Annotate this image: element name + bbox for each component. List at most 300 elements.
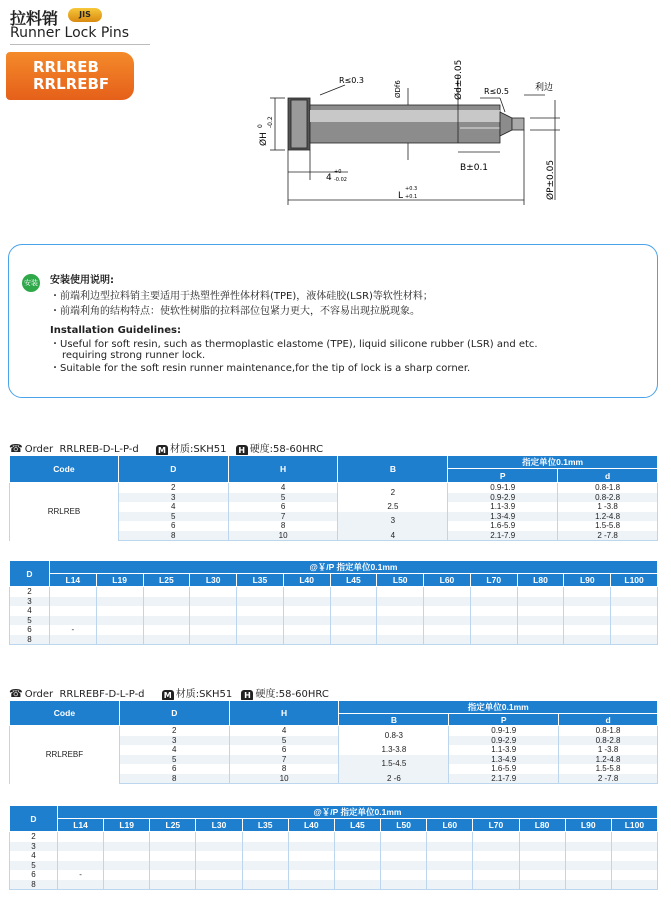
table-cell [237,587,284,597]
cell-h: 10 [229,774,339,784]
th-d-small: d [559,714,658,726]
label-p: ØP±0.05 [546,159,556,200]
table-cell [283,616,330,626]
cell-dd: 0.8-1.8 [558,483,658,493]
th-price-note: @￥/P 指定单位0.1mm [57,806,657,819]
table-cell [517,587,564,597]
order-code: RRLREBF-D-L-P-d [59,689,145,700]
cell-b: 2.5 [338,502,448,512]
order-label: Order [24,444,54,455]
th-l: L30 [196,819,242,832]
table-cell [427,880,473,890]
table-cell [427,832,473,842]
table-cell [104,880,150,890]
cell-b: 3 [338,512,448,531]
cell-d: 8 [119,774,229,784]
table-cell [96,606,143,616]
cell-d: 4 [10,851,58,861]
table-cell [334,870,380,880]
table-cell [150,842,196,852]
cell-p: 1.3-4.9 [449,755,559,765]
table-cell [104,851,150,861]
cell-d: 8 [10,635,50,645]
hardness-icon: H [241,690,253,702]
table-cell [330,606,377,616]
cell-dd: 1 -3.8 [559,745,658,755]
install-title-cn: 安装使用说明: [50,275,114,286]
table-cell [377,625,424,635]
material: 材质:SKH51 [175,689,233,700]
cell-d: 6 [10,870,58,880]
cell-dd: 0.8-2.8 [558,493,658,503]
cell-d: 5 [10,616,50,626]
label-r05: R≤0.5 [484,87,509,96]
table-cell [96,635,143,645]
th-d: D [119,701,229,726]
table-cell [150,861,196,871]
code-2: RRLREBF [33,75,110,93]
table-cell [330,597,377,607]
table-cell [517,625,564,635]
label-four: 4 [326,173,332,183]
table-cell [611,606,658,616]
install-title-en: Installation Guidelines: [50,325,182,336]
table-cell [564,635,611,645]
table-cell [517,597,564,607]
cell-d: 2 [119,726,229,736]
install-icon: 安装 [22,274,40,292]
table-cell [611,616,658,626]
table-cell [519,880,565,890]
th-l: L25 [143,574,190,587]
table-cell [381,851,427,861]
table-cell [190,597,237,607]
table-cell [104,861,150,871]
table-cell [242,842,288,852]
table-cell [611,587,658,597]
th-h: H [228,456,338,483]
table-cell [424,625,471,635]
table-cell [104,842,150,852]
table-cell [49,597,96,607]
table-cell [470,606,517,616]
th-l: L25 [150,819,196,832]
table-cell [377,606,424,616]
table-cell [473,842,519,852]
th-l: L50 [377,574,424,587]
table-cell [473,861,519,871]
table-cell [143,625,190,635]
cell-p: 2.1-7.9 [449,774,559,784]
cell-d: 2 [10,587,50,597]
cell-h: 6 [229,745,339,755]
table-cell [334,861,380,871]
cell-p: 0.9-2.9 [449,736,559,746]
table-cell [424,616,471,626]
phone-icon: ☎ [9,442,23,455]
table-cell [565,851,611,861]
table-cell [565,832,611,842]
cell-b: 1.5-4.5 [339,755,449,774]
label-four-tol-top: +0 [334,169,342,175]
title-en: Runner Lock Pins [10,25,130,41]
table-cell [565,861,611,871]
table-cell [237,597,284,607]
cell-h: 8 [229,764,339,774]
table-cell [237,635,284,645]
label-h: ØH [259,132,269,146]
table-cell [473,851,519,861]
label-l: L [398,191,404,201]
table-cell [470,616,517,626]
table-cell [473,832,519,842]
table-cell [288,851,334,861]
order-code: RRLREB-D-L-P-d [59,444,139,455]
table-cell [611,625,658,635]
cell-dd: 1.2-4.8 [559,755,658,765]
table-cell [242,832,288,842]
cell-dd: 1.5-5.8 [558,521,658,531]
th-l: L100 [611,574,658,587]
th-l: L90 [565,819,611,832]
table-cell [565,880,611,890]
table-cell [196,861,242,871]
table-cell [104,870,150,880]
table-cell [190,587,237,597]
th-l: L70 [470,574,517,587]
table-cell [377,616,424,626]
cell-d: 6 [119,764,229,774]
table-cell [334,832,380,842]
th-l: L14 [57,819,103,832]
table-cell [334,880,380,890]
table-cell [143,616,190,626]
cell-p: 1.3-4.9 [448,512,558,522]
th-l: L35 [242,819,288,832]
th-l: L100 [611,819,657,832]
cell-d: 8 [10,880,58,890]
table-cell [519,870,565,880]
th-l: L80 [519,819,565,832]
table-cell [196,880,242,890]
table-cell [242,861,288,871]
th-l: L45 [334,819,380,832]
table-cell [57,851,103,861]
table-cell [611,832,657,842]
hardness: 硬度:58-60HRC [249,444,324,455]
table-cell [237,616,284,626]
table-cell [517,635,564,645]
cell-b: 1.3-3.8 [339,745,449,755]
table-cell [96,587,143,597]
cell-dd: 2 -7.8 [559,774,658,784]
install-line-en-1: ・Useful for soft resin, such as thermoplastic elastome (TPE), liquid silicone rubber (LSR) and etc. [50,339,538,350]
table-cell [611,597,658,607]
label-l-tol-top: +0.3 [405,186,418,192]
table-cell [564,625,611,635]
table-cell [143,587,190,597]
table-cell [288,842,334,852]
table-cell [283,606,330,616]
th-p: P [449,714,559,726]
table-cell [150,851,196,861]
cell-dash: - [49,625,96,635]
cell-dd: 1 -3.8 [558,502,658,512]
table-cell [377,587,424,597]
material-icon: M [162,690,174,702]
cell-b: 4 [338,531,448,541]
table-cell [424,587,471,597]
th-b: B [338,456,448,483]
table-cell [424,635,471,645]
th-l: L40 [283,574,330,587]
cell-d: 3 [10,597,50,607]
th-l: L50 [381,819,427,832]
label-libian: 利边 [535,83,554,93]
cell-p: 0.9-2.9 [448,493,558,503]
product-codes-box [6,52,134,100]
cell-dd: 1.2-4.8 [558,512,658,522]
pin-drawing [240,45,580,215]
table-cell [190,625,237,635]
table-cell [381,842,427,852]
cell-d: 2 [10,832,58,842]
table-cell [57,842,103,852]
cell-d: 5 [10,861,58,871]
cell-h: 4 [229,726,339,736]
cell-h: 6 [228,502,338,512]
table-cell [49,635,96,645]
cell-h: 10 [228,531,338,541]
th-d: D [10,561,50,587]
label-h-tol-bot: -0.2 [267,116,274,128]
table-cell [196,870,242,880]
install-line-cn-2: ・前端利角的结构特点：使软性树脂的拉料部位包紧力更大，不容易出现拉脱现象。 [50,306,420,317]
table-cell [377,635,424,645]
cell-h: 5 [228,493,338,503]
table-cell [611,880,657,890]
table-cell [381,880,427,890]
material-icon: M [156,445,168,457]
cell-d: 6 [118,521,228,531]
label-d005: Ød±0.05 [454,59,464,100]
cell-d: 3 [119,736,229,746]
material: 材质:SKH51 [169,444,227,455]
order-label: Order [24,689,54,700]
cell-dd: 0.8-2.8 [559,736,658,746]
table-cell [381,870,427,880]
th-unit-note: 指定单位0.1mm [339,701,658,714]
spec-table-rrlrebf [9,700,658,784]
table-cell [470,597,517,607]
cell-b: 0.8-3 [339,726,449,746]
cell-p: 2.1-7.9 [448,531,558,541]
table-cell [517,606,564,616]
table-cell [519,851,565,861]
table-cell [283,597,330,607]
table-cell [564,587,611,597]
table-cell [564,597,611,607]
cell-d: 4 [119,745,229,755]
table-cell [424,606,471,616]
th-l: L30 [190,574,237,587]
table-cell [96,616,143,626]
table-cell [470,587,517,597]
table-cell [237,606,284,616]
th-d-small: d [558,469,658,483]
table-cell [424,597,471,607]
cell-d: 3 [10,842,58,852]
th-l: L19 [96,574,143,587]
table-cell [427,842,473,852]
th-p: P [448,469,558,483]
table-cell [143,597,190,607]
label-l-tol-bot: +0.1 [405,194,418,200]
label-four-tol-bot: -0.02 [334,177,347,183]
th-l: L14 [49,574,96,587]
cell-b: 2 -6 [339,774,449,784]
table-cell [611,635,658,645]
table-cell [377,597,424,607]
cell-h: 8 [228,521,338,531]
table-cell [611,861,657,871]
table-cell [104,832,150,842]
table-cell [565,842,611,852]
table-cell [330,625,377,635]
th-d: D [118,456,228,483]
table-cell [470,625,517,635]
table-cell [517,616,564,626]
cell-p: 0.9-1.9 [448,483,558,493]
table-cell [150,870,196,880]
cell-p: 1.1-3.9 [449,745,559,755]
table-cell [334,851,380,861]
cell-d: 2 [118,483,228,493]
table-cell [427,870,473,880]
table-cell [242,870,288,880]
table-cell [564,606,611,616]
table-cell [473,880,519,890]
table-cell [427,861,473,871]
install-line-en-2: requiring strong runner lock. [62,350,206,361]
th-l: L60 [427,819,473,832]
table-cell [288,832,334,842]
cell-code: RRLREBF [10,726,120,784]
table-cell [288,880,334,890]
table-cell [57,832,103,842]
label-df6: ØDf6 [394,80,402,98]
table-cell [427,851,473,861]
cell-d: 3 [118,493,228,503]
table-cell [519,832,565,842]
table-cell [288,861,334,871]
table-cell [49,606,96,616]
table-cell [150,880,196,890]
table-cell [381,832,427,842]
cell-d: 8 [118,531,228,541]
th-code: Code [10,701,120,726]
th-l: L70 [473,819,519,832]
table-cell [57,880,103,890]
table-cell [283,587,330,597]
table-cell [611,851,657,861]
table-cell [196,842,242,852]
th-l: L40 [288,819,334,832]
table-cell [330,587,377,597]
cell-p: 1.6-5.9 [449,764,559,774]
table-cell [470,635,517,645]
cell-h: 4 [228,483,338,493]
code-1: RRLREB [33,58,99,76]
table-cell [242,851,288,861]
table-cell [565,870,611,880]
cell-p: 1.1-3.9 [448,502,558,512]
install-line-cn-1: ・前端利边型拉料销主要适用于热塑性弹性体材料(TPE)，液体硅胶(LSR)等软性材料； [50,291,433,302]
table-cell [143,606,190,616]
th-code: Code [10,456,119,483]
table-cell [611,842,657,852]
install-line-en-3: ・Suitable for the soft resin runner maintenance,for the tip of lock is a sharp corner. [50,363,471,374]
spec-table-rrlreb [9,455,658,541]
table-cell [564,616,611,626]
cell-d: 4 [10,606,50,616]
table-cell [150,832,196,842]
cell-dd: 1.5-5.8 [559,764,658,774]
cell-dash: - [57,870,103,880]
table-cell [288,870,334,880]
table-cell [190,616,237,626]
cell-p: 0.9-1.9 [449,726,559,736]
table-cell [49,587,96,597]
jis-badge: JIS [68,8,102,22]
label-h-tol-top: 0 [257,124,264,128]
th-price-note: @￥/P 指定单位0.1mm [49,561,657,574]
th-l: L35 [237,574,284,587]
cell-b: 2 [338,483,448,503]
table-cell [330,616,377,626]
table-cell [519,842,565,852]
table-cell [283,625,330,635]
cell-d: 5 [118,512,228,522]
th-l: L80 [517,574,564,587]
table-cell [237,625,284,635]
table-cell [330,635,377,645]
table-cell [49,616,96,626]
th-l: L60 [424,574,471,587]
th-l: L45 [330,574,377,587]
th-l: L19 [104,819,150,832]
table-cell [473,870,519,880]
cell-h: 7 [228,512,338,522]
table-cell [196,832,242,842]
table-cell [196,851,242,861]
table-cell [190,635,237,645]
label-b: B±0.1 [460,163,489,173]
price-table-rrlreb [9,560,658,645]
table-cell [96,625,143,635]
th-d: D [10,806,58,832]
table-cell [519,861,565,871]
cell-h: 5 [229,736,339,746]
hardness-icon: H [236,445,248,457]
th-unit-note: 指定单位0.1mm [448,456,658,469]
price-table-rrlrebf [9,805,658,890]
cell-d: 4 [118,502,228,512]
table-cell [381,861,427,871]
th-l: L90 [564,574,611,587]
phone-icon: ☎ [9,687,23,700]
th-h: H [229,701,339,726]
